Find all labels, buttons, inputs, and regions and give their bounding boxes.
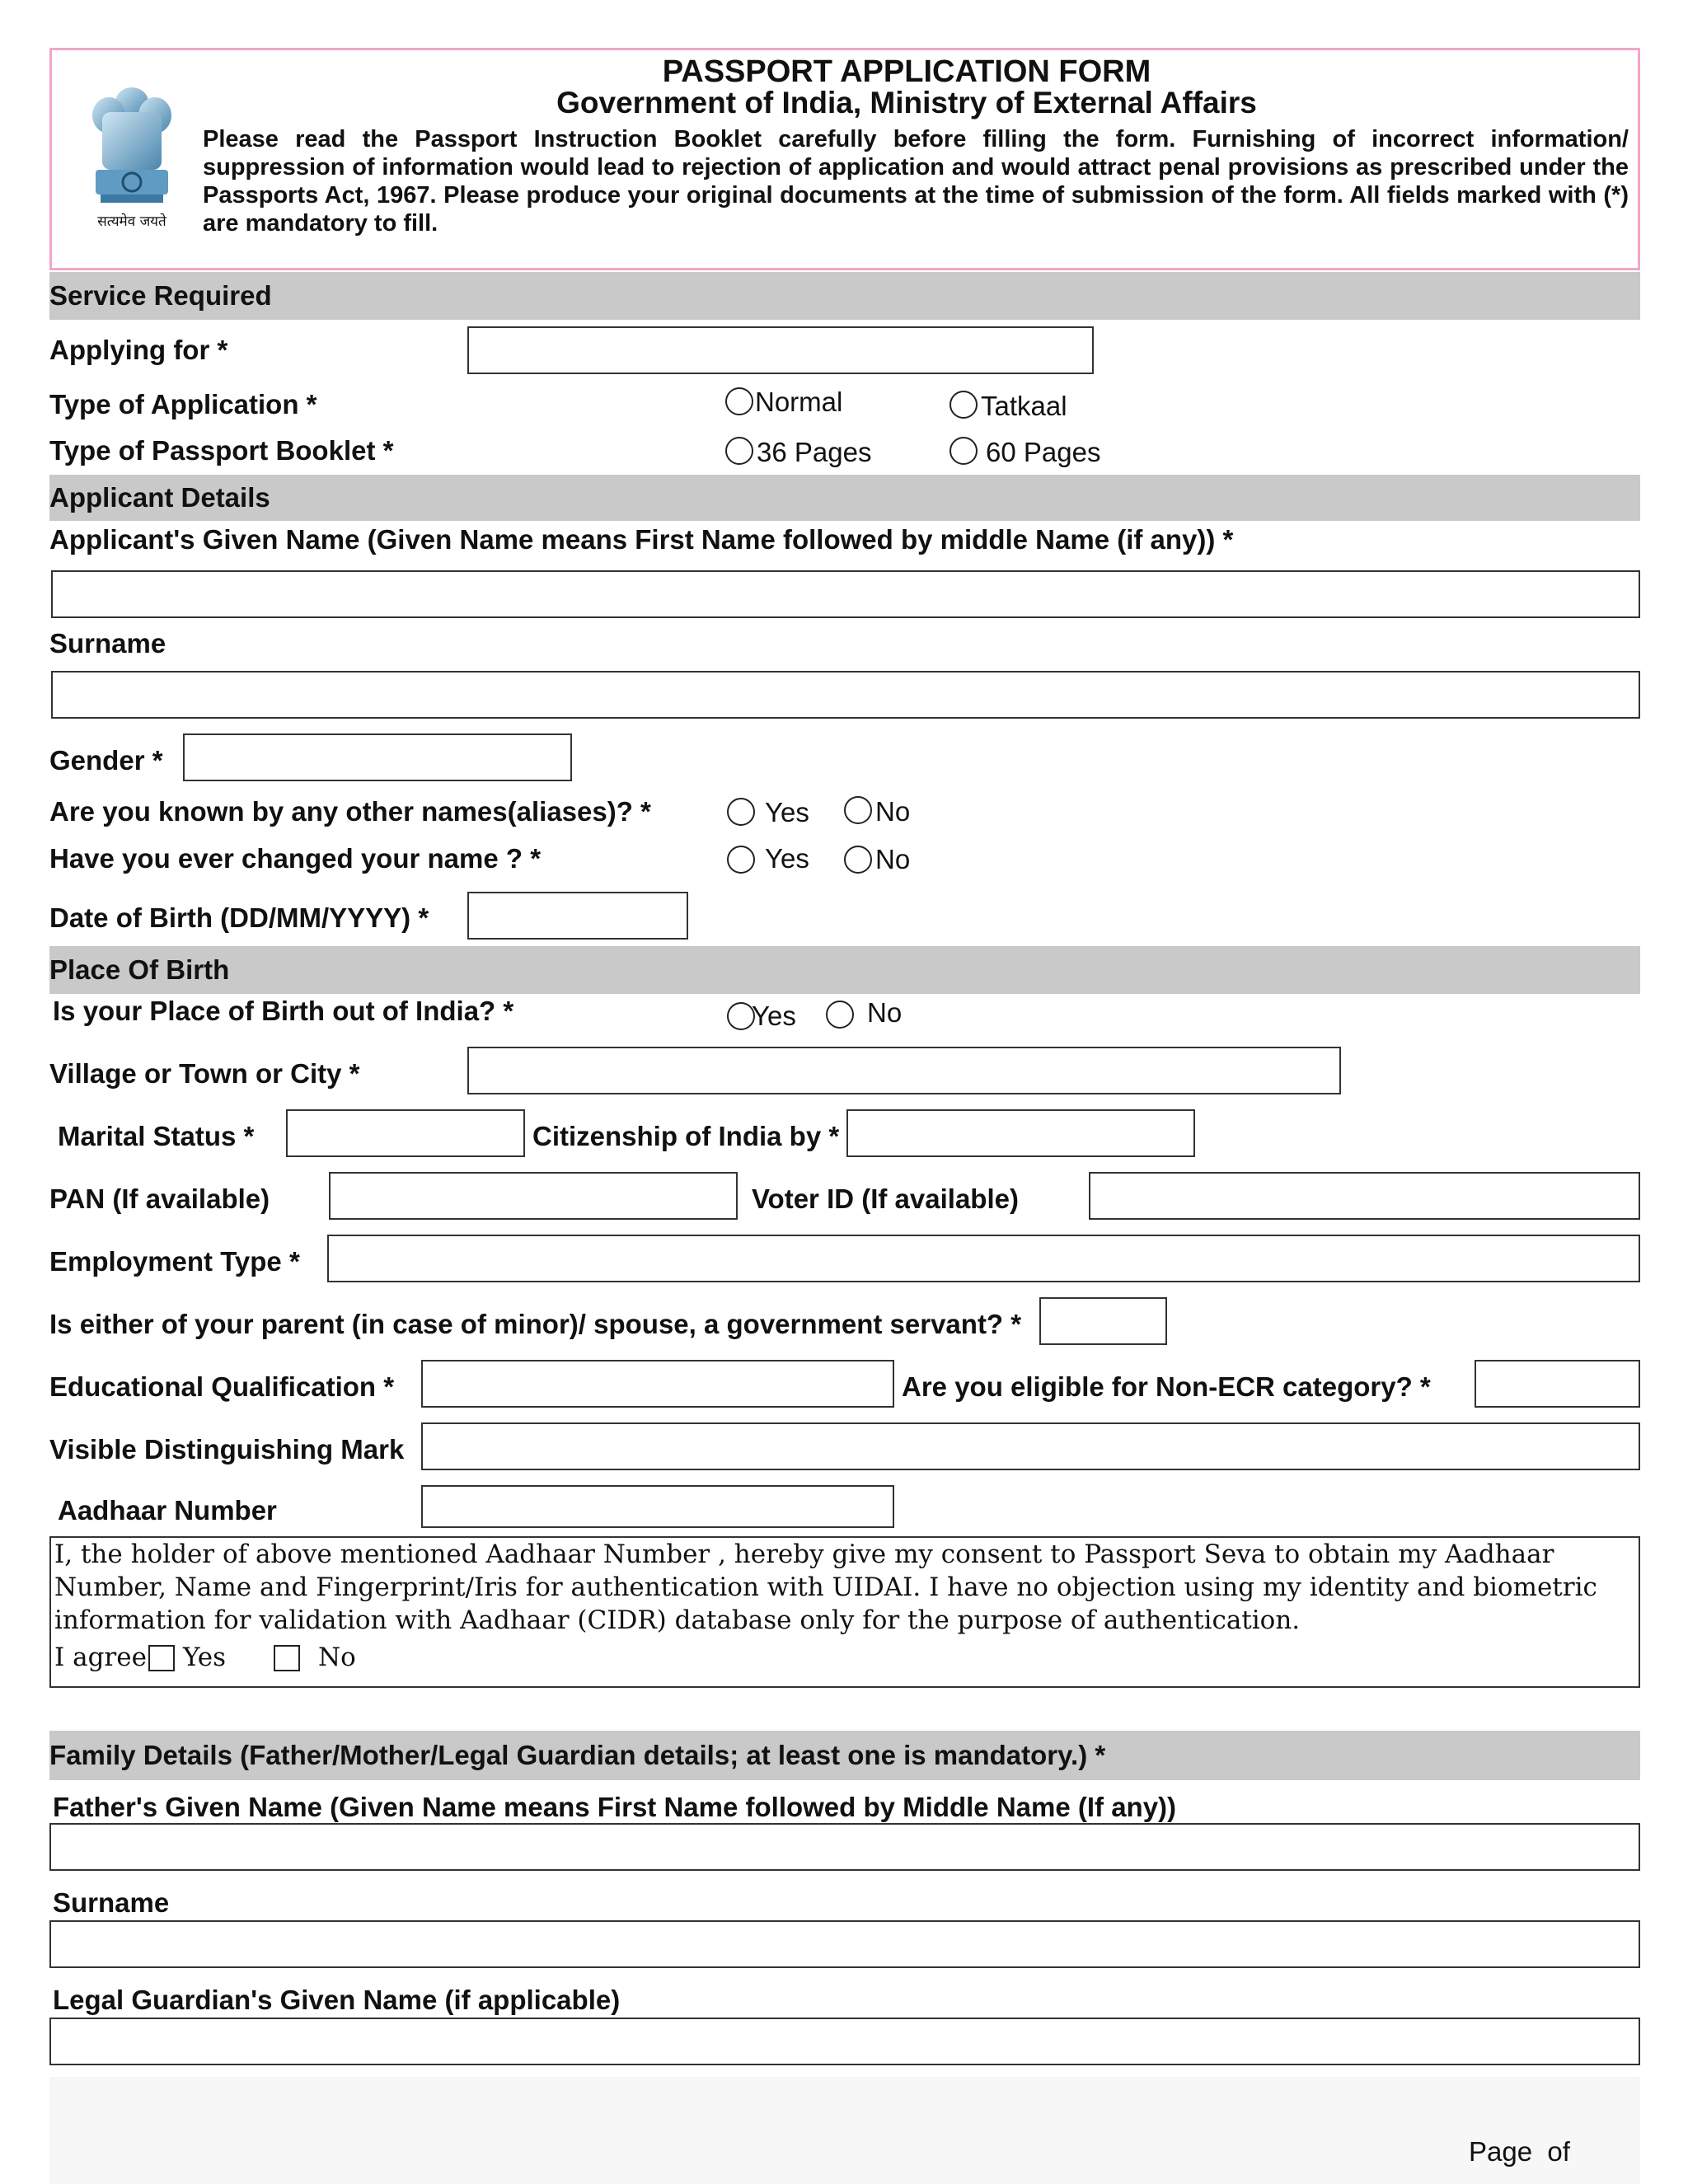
surname-label: Surname — [49, 628, 166, 658]
education-field[interactable] — [421, 1360, 894, 1408]
dob-label: Date of Birth (DD/MM/YYYY) * — [49, 902, 429, 933]
changed-name-label: Have you ever changed your name ? * — [49, 843, 542, 874]
father-given-name-label: Father's Given Name (Given Name means First Name followed by Middle Name (If any)) — [53, 1792, 1177, 1822]
footer-band — [49, 2077, 1640, 2184]
form-subtitle: Government of India, Ministry of External Affairs — [556, 86, 1257, 120]
village-field[interactable] — [467, 1047, 1341, 1094]
booklet-type-label: Type of Passport Booklet * — [49, 435, 394, 466]
normal-option-label: Normal — [755, 387, 843, 417]
voter-id-label: Voter ID (If available) — [752, 1183, 1019, 1214]
aadhaar-label: Aadhaar Number — [58, 1495, 277, 1526]
gender-label: Gender * — [49, 745, 163, 776]
changed-name-yes-radio[interactable] — [727, 846, 755, 874]
birth-abroad-yes-radio[interactable] — [727, 1002, 755, 1030]
voter-id-field[interactable] — [1089, 1172, 1640, 1220]
employment-type-field[interactable] — [327, 1235, 1640, 1282]
section-title: Applicant Details — [49, 482, 270, 513]
tatkaal-radio[interactable] — [950, 391, 978, 419]
non-ecr-label: Are you eligible for Non-ECR category? * — [902, 1371, 1431, 1402]
given-name-label: Applicant's Given Name (Given Name means First Name followed by middle Name (if any)) * — [49, 524, 1234, 555]
emblem-motto: सत्यमेव जयते — [97, 213, 166, 230]
given-name-field[interactable] — [51, 570, 1640, 618]
section-title: Family Details (Father/Mother/Legal Guardian details; at least one is mandatory.) * — [49, 1740, 1106, 1770]
changed-name-no-radio[interactable] — [844, 846, 872, 874]
govt-servant-field[interactable] — [1039, 1297, 1167, 1345]
page-number: Page of — [1469, 2136, 1570, 2167]
pan-label: PAN (If available) — [49, 1183, 270, 1214]
changed-name-yes-label: Yes — [765, 843, 809, 874]
legal-guardian-field[interactable] — [49, 2018, 1640, 2065]
section-family-details — [49, 1731, 1640, 1780]
birth-abroad-no-radio[interactable] — [826, 1001, 854, 1029]
citizenship-field[interactable] — [846, 1109, 1195, 1157]
birth-out-of-india-label: Is your Place of Birth out of India? * — [53, 996, 514, 1026]
36-pages-radio[interactable] — [725, 437, 753, 465]
aadhaar-consent-box — [49, 1536, 1640, 1688]
consent-text: I, the holder of above mentioned Aadhaar Number , hereby give my consent to Passport Seva to obtain my Aadhaar Number, Name and Fingerprint/Iris for authentication with UIDAI. I have no objection using my identity and biometric information for validation with Aadhaar (CIDR) database only for the purpose of authentication. — [54, 1540, 1597, 1635]
birth-abroad-yes-label: Yes — [752, 1001, 796, 1031]
aliases-label: Are you known by any other names(aliases)? * — [49, 796, 651, 827]
consent-agree-label: I agree — [54, 1643, 147, 1672]
non-ecr-field[interactable] — [1475, 1360, 1640, 1408]
father-surname-label: Surname — [53, 1887, 170, 1918]
aadhaar-field[interactable] — [421, 1485, 894, 1528]
consent-yes-label: Yes — [183, 1643, 227, 1672]
changed-name-no-label: No — [875, 844, 911, 874]
consent-yes-checkbox[interactable] — [148, 1645, 175, 1671]
marital-status-label: Marital Status * — [58, 1121, 255, 1151]
distinguishing-mark-label: Visible Distinguishing Mark — [49, 1434, 405, 1465]
dob-field[interactable] — [467, 892, 688, 940]
citizenship-label: Citizenship of India by * — [532, 1121, 840, 1151]
form-title: PASSPORT APPLICATION FORM — [662, 54, 1151, 89]
pan-field[interactable] — [329, 1172, 738, 1220]
consent-no-checkbox[interactable] — [274, 1645, 300, 1671]
legal-guardian-label: Legal Guardian's Given Name (if applicable) — [53, 1985, 621, 2015]
applying-for-label: Applying for * — [49, 335, 228, 365]
village-label: Village or Town or City * — [49, 1058, 360, 1089]
father-given-name-field[interactable] — [49, 1823, 1640, 1871]
section-title: Service Required — [49, 280, 272, 311]
aliases-no-radio[interactable] — [844, 796, 872, 824]
tatkaal-option-label: Tatkaal — [981, 391, 1067, 421]
distinguishing-mark-field[interactable] — [421, 1422, 1640, 1470]
36-pages-option-label: 36 Pages — [757, 437, 872, 467]
aliases-no-label: No — [875, 796, 911, 827]
consent-no-label: No — [318, 1643, 356, 1672]
gender-field[interactable] — [183, 733, 572, 781]
employment-type-label: Employment Type * — [49, 1246, 300, 1277]
father-surname-field[interactable] — [49, 1920, 1640, 1968]
section-place-of-birth — [49, 946, 1640, 994]
section-applicant-details — [49, 475, 1640, 521]
national-emblem — [82, 73, 181, 237]
section-service-required — [49, 272, 1640, 320]
surname-field[interactable] — [51, 671, 1640, 719]
govt-servant-label: Is either of your parent (in case of minor)/ spouse, a government servant? * — [49, 1309, 1022, 1339]
aliases-yes-radio[interactable] — [727, 798, 755, 826]
marital-status-field[interactable] — [286, 1109, 525, 1157]
60-pages-radio[interactable] — [950, 437, 978, 465]
60-pages-option-label: 60 Pages — [986, 437, 1101, 467]
birth-abroad-no-label: No — [867, 997, 903, 1028]
application-type-label: Type of Application * — [49, 389, 317, 419]
normal-radio[interactable] — [725, 387, 753, 415]
applying-for-field[interactable] — [467, 326, 1094, 374]
form-instructions: Please read the Passport Instruction Booklet carefully before filling the form. Furnishing of incorrect information/ suppression of information would lead to rejection of application and would attract penal provisions as prescribed under the Passports Act, 1967. Please produce your original documents at the time of submission of the form. All fields marked with (*) are mandatory to fill. — [203, 126, 1629, 237]
education-label: Educational Qualification * — [49, 1371, 395, 1402]
section-title: Place Of Birth — [49, 954, 230, 985]
aliases-yes-label: Yes — [765, 797, 809, 827]
